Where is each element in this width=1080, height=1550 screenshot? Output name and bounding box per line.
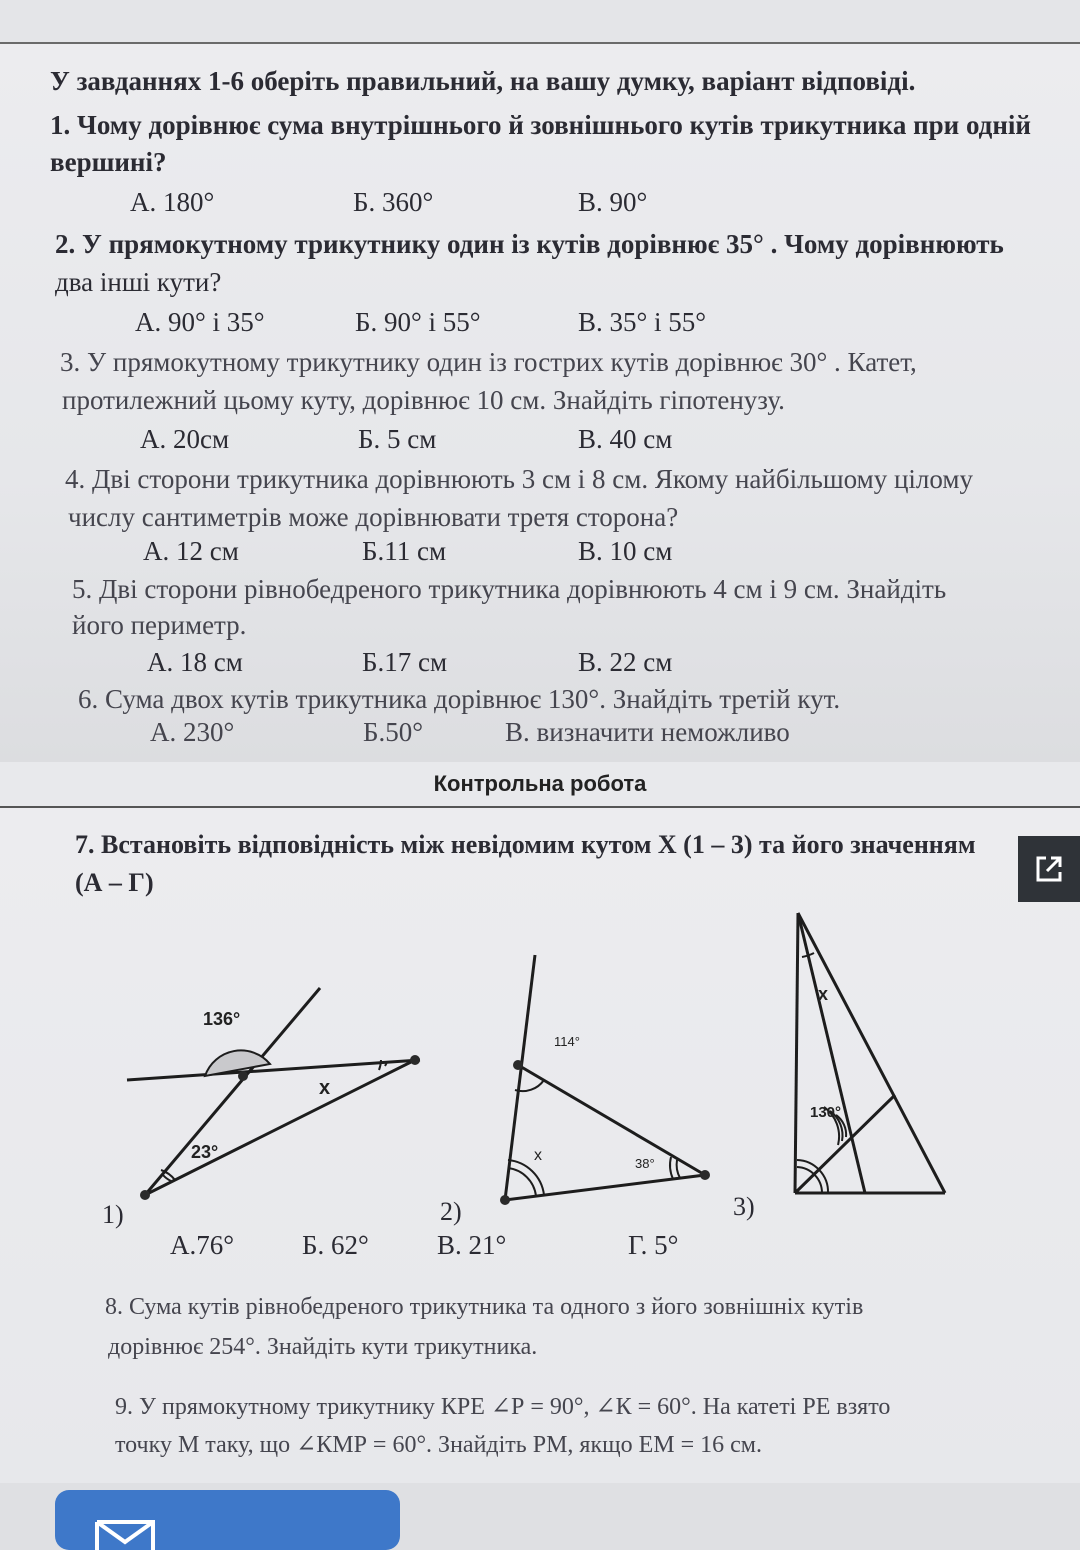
- question-6-text: 6. Сума двох кутів трикутника дорівнює 130°. Знайдіть третій кут.: [78, 684, 841, 714]
- q6-option-b: Б.50°: [363, 717, 424, 747]
- fig3-unknown-label: x: [818, 984, 829, 1004]
- q1-option-a: А. 180°: [130, 187, 215, 217]
- q3-option-c: В. 40 см: [578, 424, 673, 454]
- open-external-button[interactable]: [1018, 836, 1080, 902]
- q5-option-a: А. 18 см: [147, 647, 243, 677]
- question-7-text-cont: (А – Г): [75, 868, 154, 897]
- question-3-text: 3. У прямокутному трикутнику один із гострих кутів дорівнює 30° . Катет,: [60, 347, 917, 377]
- question-9-text: 9. У прямокутному трикутнику КРЕ ∠Р = 90°, ∠К = 60°. На катеті РЕ взято: [115, 1394, 891, 1420]
- q5-option-b: Б.17 см: [362, 647, 448, 677]
- question-4-text-cont: числу сантиметрів може дорівнювати третя сторона?: [68, 502, 679, 532]
- question-1-text-cont: вершині?: [50, 147, 167, 177]
- question-2-text-cont: два інші кути?: [55, 267, 222, 297]
- q3-option-a: А. 20см: [140, 424, 230, 454]
- q7-option-c: В. 21°: [437, 1230, 507, 1260]
- question-5-text-cont: його периметр.: [72, 610, 247, 640]
- q7-option-b: Б. 62°: [302, 1230, 369, 1260]
- q4-option-a: А. 12 см: [143, 536, 239, 566]
- q6-option-c: В. визначити неможливо: [505, 717, 790, 747]
- figure-3: [780, 905, 960, 1205]
- q2-option-b: Б. 90° і 55°: [355, 307, 481, 337]
- q1-option-b: Б. 360°: [353, 187, 434, 217]
- figure-1: [95, 980, 435, 1210]
- section-title: Контрольна робота: [433, 771, 647, 796]
- fig2-unknown-label: x: [534, 1147, 542, 1164]
- q3-option-b: Б. 5 см: [358, 424, 437, 454]
- question-2-text: 2. У прямокутному трикутнику один із кутів дорівнює 35° . Чому дорівнюють: [55, 229, 1004, 259]
- section-header: [0, 762, 1080, 808]
- q5-option-c: В. 22 см: [578, 647, 673, 677]
- q7-option-d: Г. 5°: [628, 1230, 679, 1260]
- q2-option-a: А. 90° і 35°: [135, 307, 265, 337]
- figure-1-number: 1): [102, 1200, 124, 1229]
- fig1-angle-label: 136°: [203, 1009, 241, 1029]
- q2-option-c: В. 35° і 55°: [578, 307, 707, 337]
- open-external-icon: [1032, 852, 1066, 886]
- mail-icon: [95, 1520, 155, 1550]
- bottom-action-button[interactable]: [55, 1490, 400, 1550]
- q7-option-a: А.76°: [170, 1230, 235, 1260]
- question-5-text: 5. Дві сторони рівнобедреного трикутника дорівнюють 4 см і 9 см. Знайдіть: [72, 574, 947, 604]
- question-3-text-cont: протилежний цьому куту, дорівнює 10 см. Знайдіть гіпотенузу.: [62, 385, 785, 415]
- fig2-angle-label: 114°: [554, 1034, 580, 1049]
- question-4-text: 4. Дві сторони трикутника дорівнюють 3 см і 8 см. Якому найбільшому цілому: [65, 464, 973, 494]
- top-bar: [0, 0, 1080, 42]
- question-9-text-cont: точку М таку, що ∠КМР = 60°. Знайдіть РМ, якщо ЕМ = 16 см.: [115, 1432, 762, 1458]
- figure-2: [490, 950, 720, 1210]
- q4-option-b: Б.11 см: [362, 536, 447, 566]
- instructions: У завданнях 1-6 оберіть правильний, на вашу думку, варіант відповіді.: [50, 66, 916, 96]
- question-8-text: 8. Сума кутів рівнобедреного трикутника та одного з його зовнішніх кутів: [105, 1294, 864, 1320]
- figure-2-number: 2): [440, 1197, 462, 1226]
- q4-option-c: В. 10 см: [578, 536, 673, 566]
- fig2-angle-label-2: 38°: [635, 1156, 655, 1171]
- question-1-text: 1. Чому дорівнює сума внутрішнього й зовнішнього кутів трикутника при одній: [50, 110, 1031, 140]
- question-8-text-cont: дорівнює 254°. Знайдіть кути трикутника.: [108, 1334, 538, 1360]
- fig1-unknown-label: x: [319, 1077, 331, 1099]
- question-7-text: 7. Встановіть відповідність між невідомим кутом Х (1 – 3) та його значенням: [75, 830, 976, 859]
- q1-option-c: В. 90°: [578, 187, 648, 217]
- fig1-angle-label-2: 23°: [191, 1142, 219, 1162]
- fig3-angle-label: 130°: [810, 1104, 842, 1121]
- figure-3-number: 3): [733, 1192, 755, 1221]
- q6-option-a: А. 230°: [150, 717, 235, 747]
